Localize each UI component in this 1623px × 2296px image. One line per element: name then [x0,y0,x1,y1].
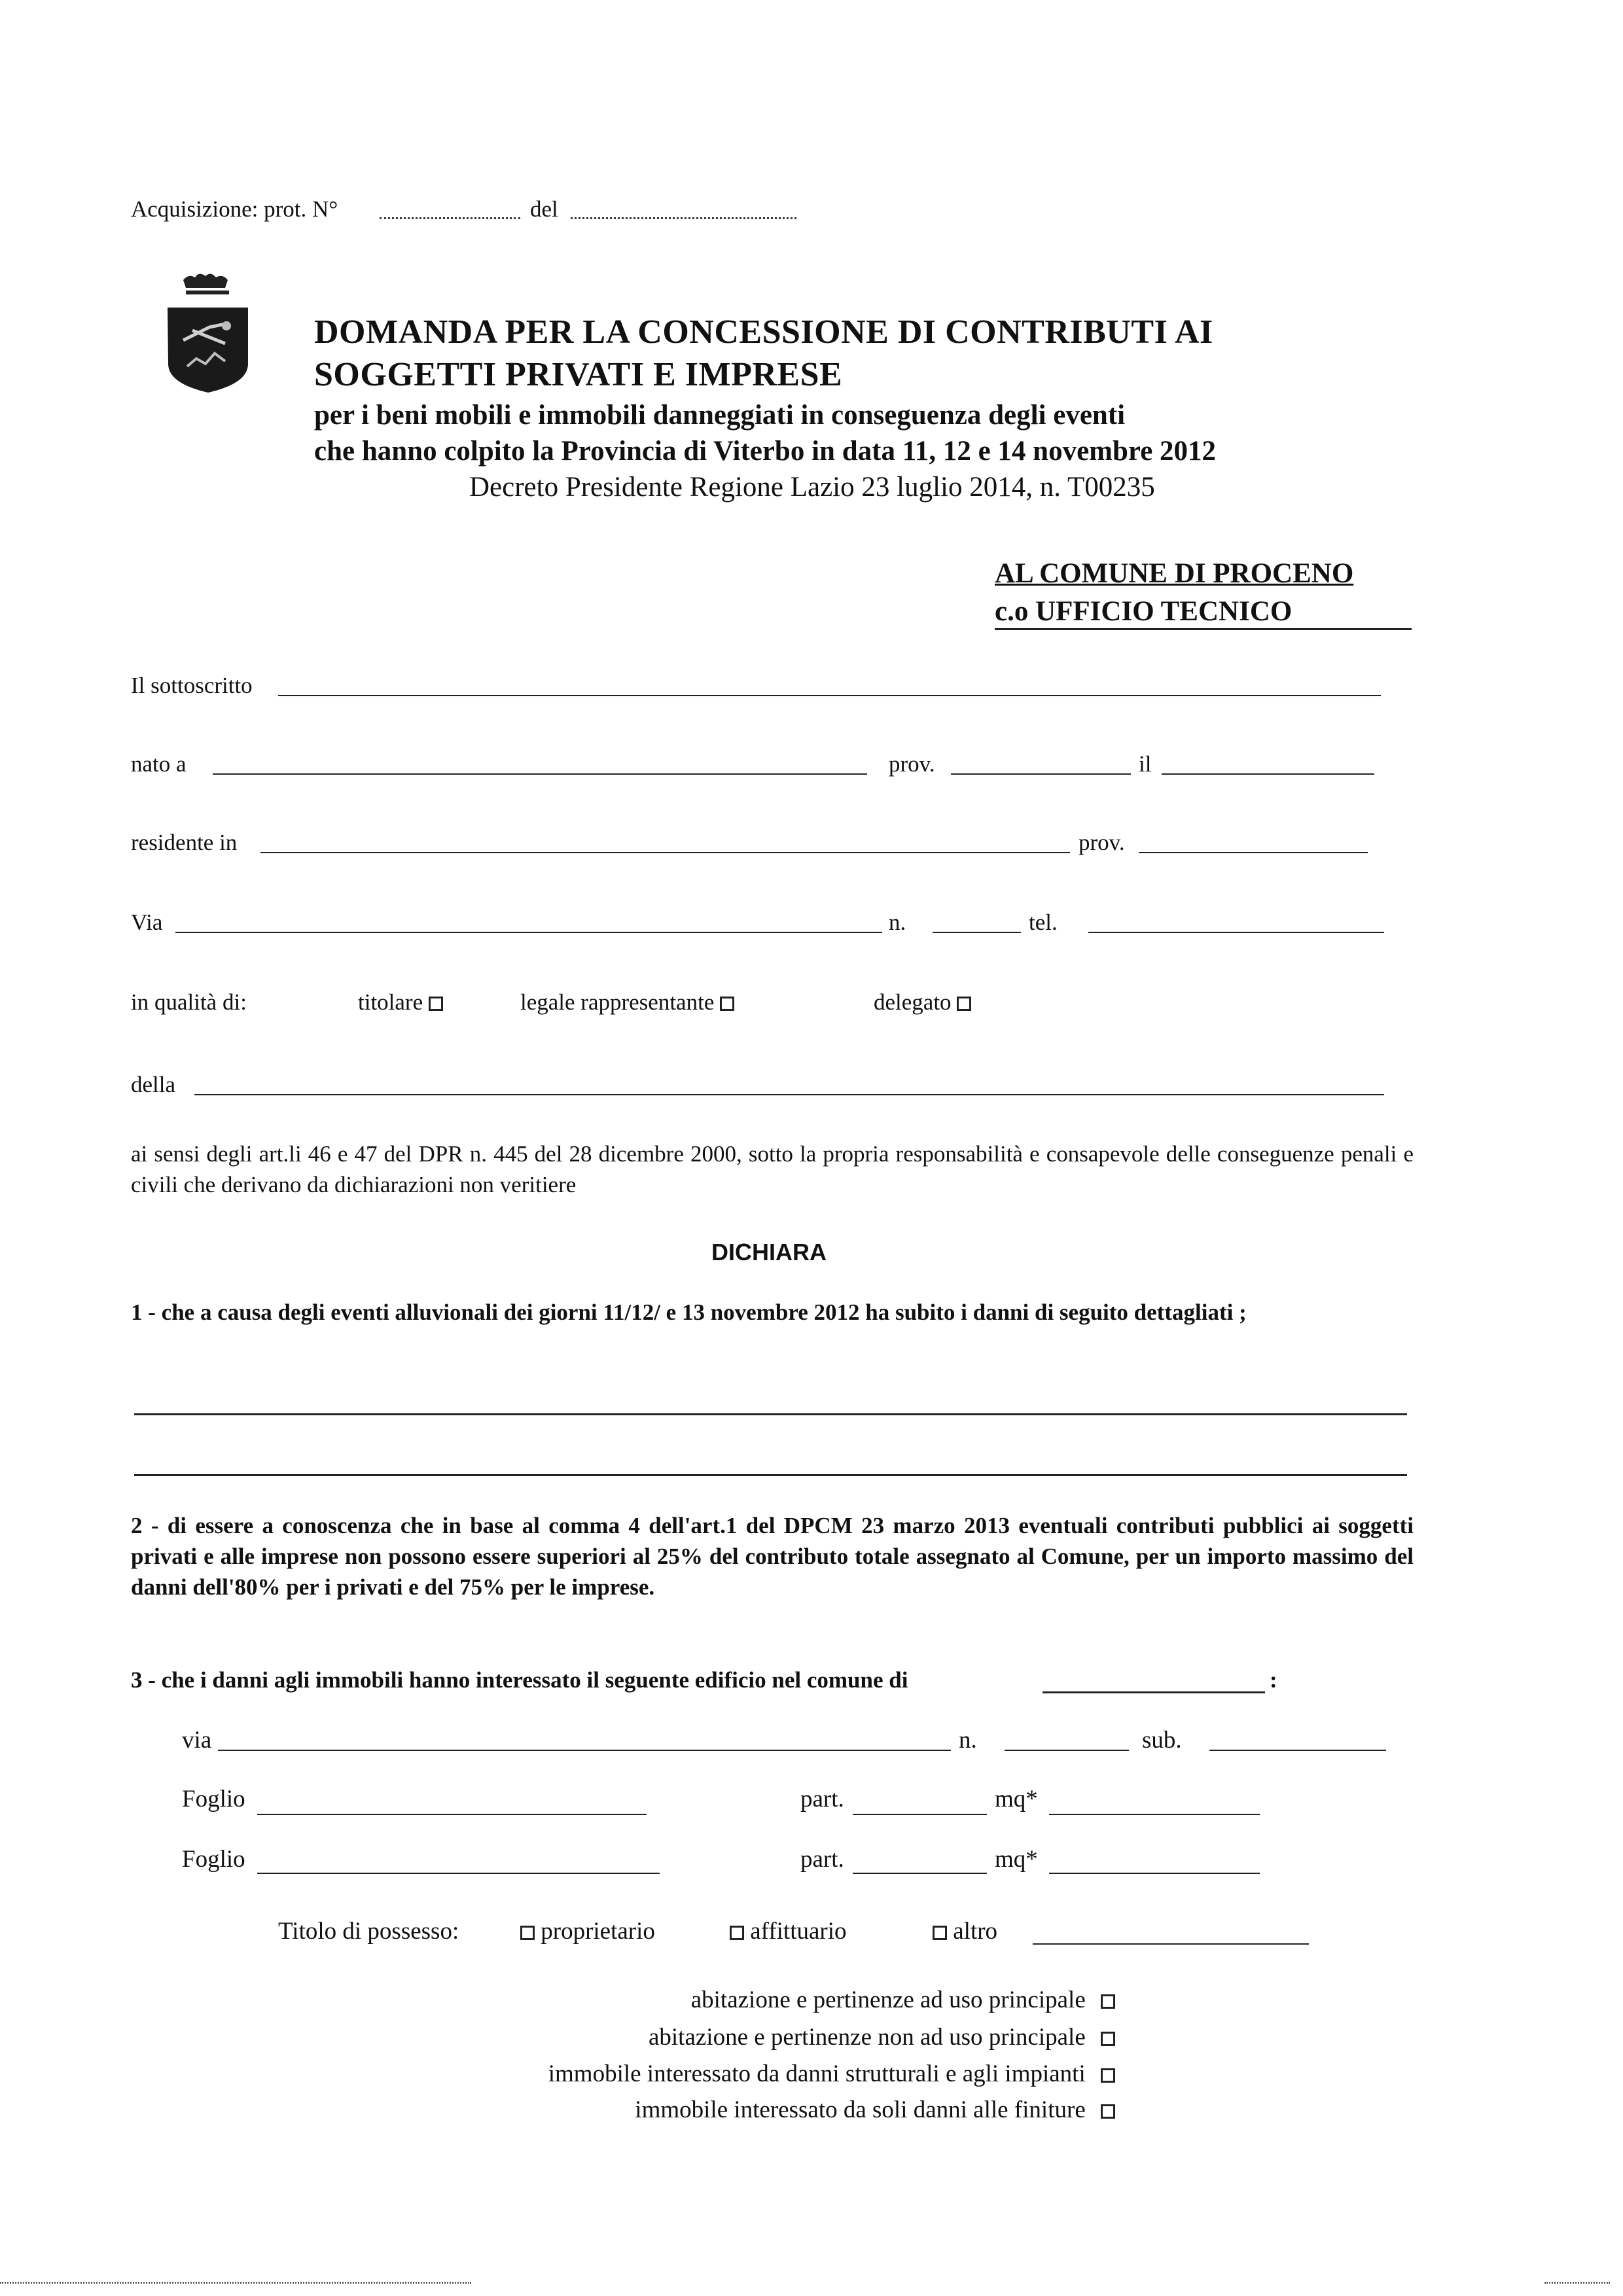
sottoscritto-label: Il sottoscritto [131,673,253,698]
title-line-1: DOMANDA PER LA CONCESSIONE DI CONTRIBUTI AI [314,313,1213,351]
sottoscritto-field[interactable] [278,695,1381,696]
residence-prov-label: prov. [1079,830,1125,855]
street-field[interactable] [175,932,882,933]
legale-checkbox[interactable] [720,997,734,1011]
foglio-field-2[interactable] [257,1873,660,1874]
option-main-residence[interactable] [691,1986,1115,2014]
option-label: immobile interessato da danni strutturali e agli impianti [548,2060,1086,2087]
building-via-label: via [182,1727,212,1754]
tel-field[interactable] [1088,932,1384,933]
recipient-line-1: AL COMUNE DI PROCENO [995,558,1354,589]
residence-prov-field[interactable] [1139,852,1368,853]
birth-prov-field[interactable] [951,773,1131,775]
foglio-label-2: Foglio [182,1846,245,1873]
foglio-label-1: Foglio [182,1786,245,1812]
declaration-intro: ai sensi degli art.li 46 e 47 del DPR n. 445 del 28 dicembre 2000, sotto la propria responsabilità e consapevole delle conseguenze penali e civili che derivano da dichiarazioni non veritiere [131,1141,1414,1197]
via-label: Via [131,910,163,935]
option-finishing-damage[interactable] [635,2096,1115,2124]
dichiara-heading: DICHIARA [711,1239,827,1265]
building-number-label: n. [959,1727,977,1754]
residente-label: residente in [131,830,238,855]
protocol-number-field[interactable] [380,217,520,219]
della-field[interactable] [194,1094,1384,1095]
option-label: immobile interessato da soli danni alle finiture [635,2096,1086,2123]
delegato-checkbox[interactable] [957,997,971,1011]
other-label: altro [953,1918,998,1945]
legale-option[interactable] [520,989,734,1016]
point-2: 2 - di essere a conoscenza che in base al comma 4 dell'art.1 del DPCM 23 marzo 2013 eventuali contributi pubblici ai soggetti privati e alle imprese non possono essere superiori al 25% del contributo totale assegnato al Comune, per un importo massimo del danni dell'80% per i privati e del 75% per le imprese. [131,1513,1414,1600]
delegato-option[interactable] [874,989,971,1016]
titolare-checkbox[interactable] [429,997,443,1011]
residence-field[interactable] [260,852,1070,853]
option-checkbox[interactable] [1101,2104,1115,2119]
in-qualita-label: in qualità di: [131,989,247,1015]
damage-detail-line-2[interactable] [134,1474,1407,1476]
part-label-2: part. [800,1846,844,1873]
del-label: del [530,196,558,222]
della-label: della [131,1072,176,1097]
birth-date-label: il [1139,751,1152,777]
scan-edge [0,2282,471,2284]
damage-detail-line-1[interactable] [134,1413,1407,1415]
street-number-label: n. [889,910,906,935]
mq-label-2: mq* [995,1846,1038,1873]
option-checkbox[interactable] [1101,2068,1115,2083]
owner-checkbox[interactable] [520,1926,535,1940]
owner-label: proprietario [541,1918,655,1945]
birth-prov-label: prov. [889,751,935,777]
nato-a-label: nato a [131,751,187,777]
building-number-field[interactable] [1005,1750,1129,1751]
option-label: abitazione e pertinenze ad uso principale [690,1987,1086,2013]
option-label: abitazione e pertinenze non ad uso principale [648,2024,1086,2051]
foglio-field-1[interactable] [257,1814,647,1815]
titolare-label: titolare [358,989,423,1015]
sub-label: sub. [1142,1727,1182,1754]
subtitle-line-2: che hanno colpito la Provincia di Viterbo in data 11, 12 e 14 novembre 2012 [314,436,1217,467]
owner-option[interactable] [520,1917,655,1945]
decree-reference: Decreto Presidente Regione Lazio 23 luglio 2014, n. T00235 [469,472,1155,503]
other-field[interactable] [1033,1943,1309,1945]
tel-label: tel. [1029,910,1058,935]
point-1: 1 - che a causa degli eventi alluvionali dei giorni 11/12/ e 13 novembre 2012 ha subito i danni di seguito dettagliati ; [131,1299,1247,1325]
point-3-colon: : [1270,1667,1277,1693]
title-line-2: SOGGETTI PRIVATI E IMPRESE [314,356,843,393]
option-secondary-residence[interactable] [649,2023,1115,2051]
tenant-option[interactable] [730,1917,847,1945]
protocol-date-field[interactable] [571,217,796,219]
mq-label-1: mq* [995,1786,1038,1812]
scan-edge [1544,2282,1610,2284]
recipient-underline [995,628,1412,630]
legale-label: legale rappresentante [520,989,715,1015]
coat-of-arms-icon [164,268,252,396]
subtitle-line-1: per i beni mobili e immobili danneggiati in conseguenza degli eventi [314,400,1126,431]
delegato-label: delegato [874,989,952,1015]
tenant-checkbox[interactable] [730,1926,744,1940]
mq-field-1[interactable] [1049,1814,1260,1815]
possession-label: Titolo di possesso: [278,1918,459,1945]
option-structural-damage[interactable] [548,2060,1115,2088]
municipality-field[interactable] [1043,1691,1265,1693]
tenant-label: affittuario [750,1918,847,1945]
acquisition-label: Acquisizione: prot. N° [131,196,338,222]
part-label-1: part. [800,1786,844,1812]
option-checkbox[interactable] [1101,1994,1115,2009]
birth-date-field[interactable] [1162,773,1374,775]
part-field-2[interactable] [853,1873,987,1874]
birthplace-field[interactable] [213,773,867,775]
building-street-field[interactable] [218,1750,951,1751]
mq-field-2[interactable] [1049,1873,1260,1874]
other-option[interactable] [933,1917,997,1945]
street-number-field[interactable] [933,932,1021,933]
option-checkbox[interactable] [1101,2032,1115,2046]
recipient-line-2: c.o UFFICIO TECNICO [995,596,1293,627]
other-checkbox[interactable] [933,1926,947,1940]
titolare-option[interactable] [358,989,443,1016]
sub-field[interactable] [1209,1750,1386,1751]
point-3: 3 - che i danni agli immobili hanno interessato il seguente edificio nel comune di [131,1667,908,1693]
part-field-1[interactable] [853,1814,987,1815]
